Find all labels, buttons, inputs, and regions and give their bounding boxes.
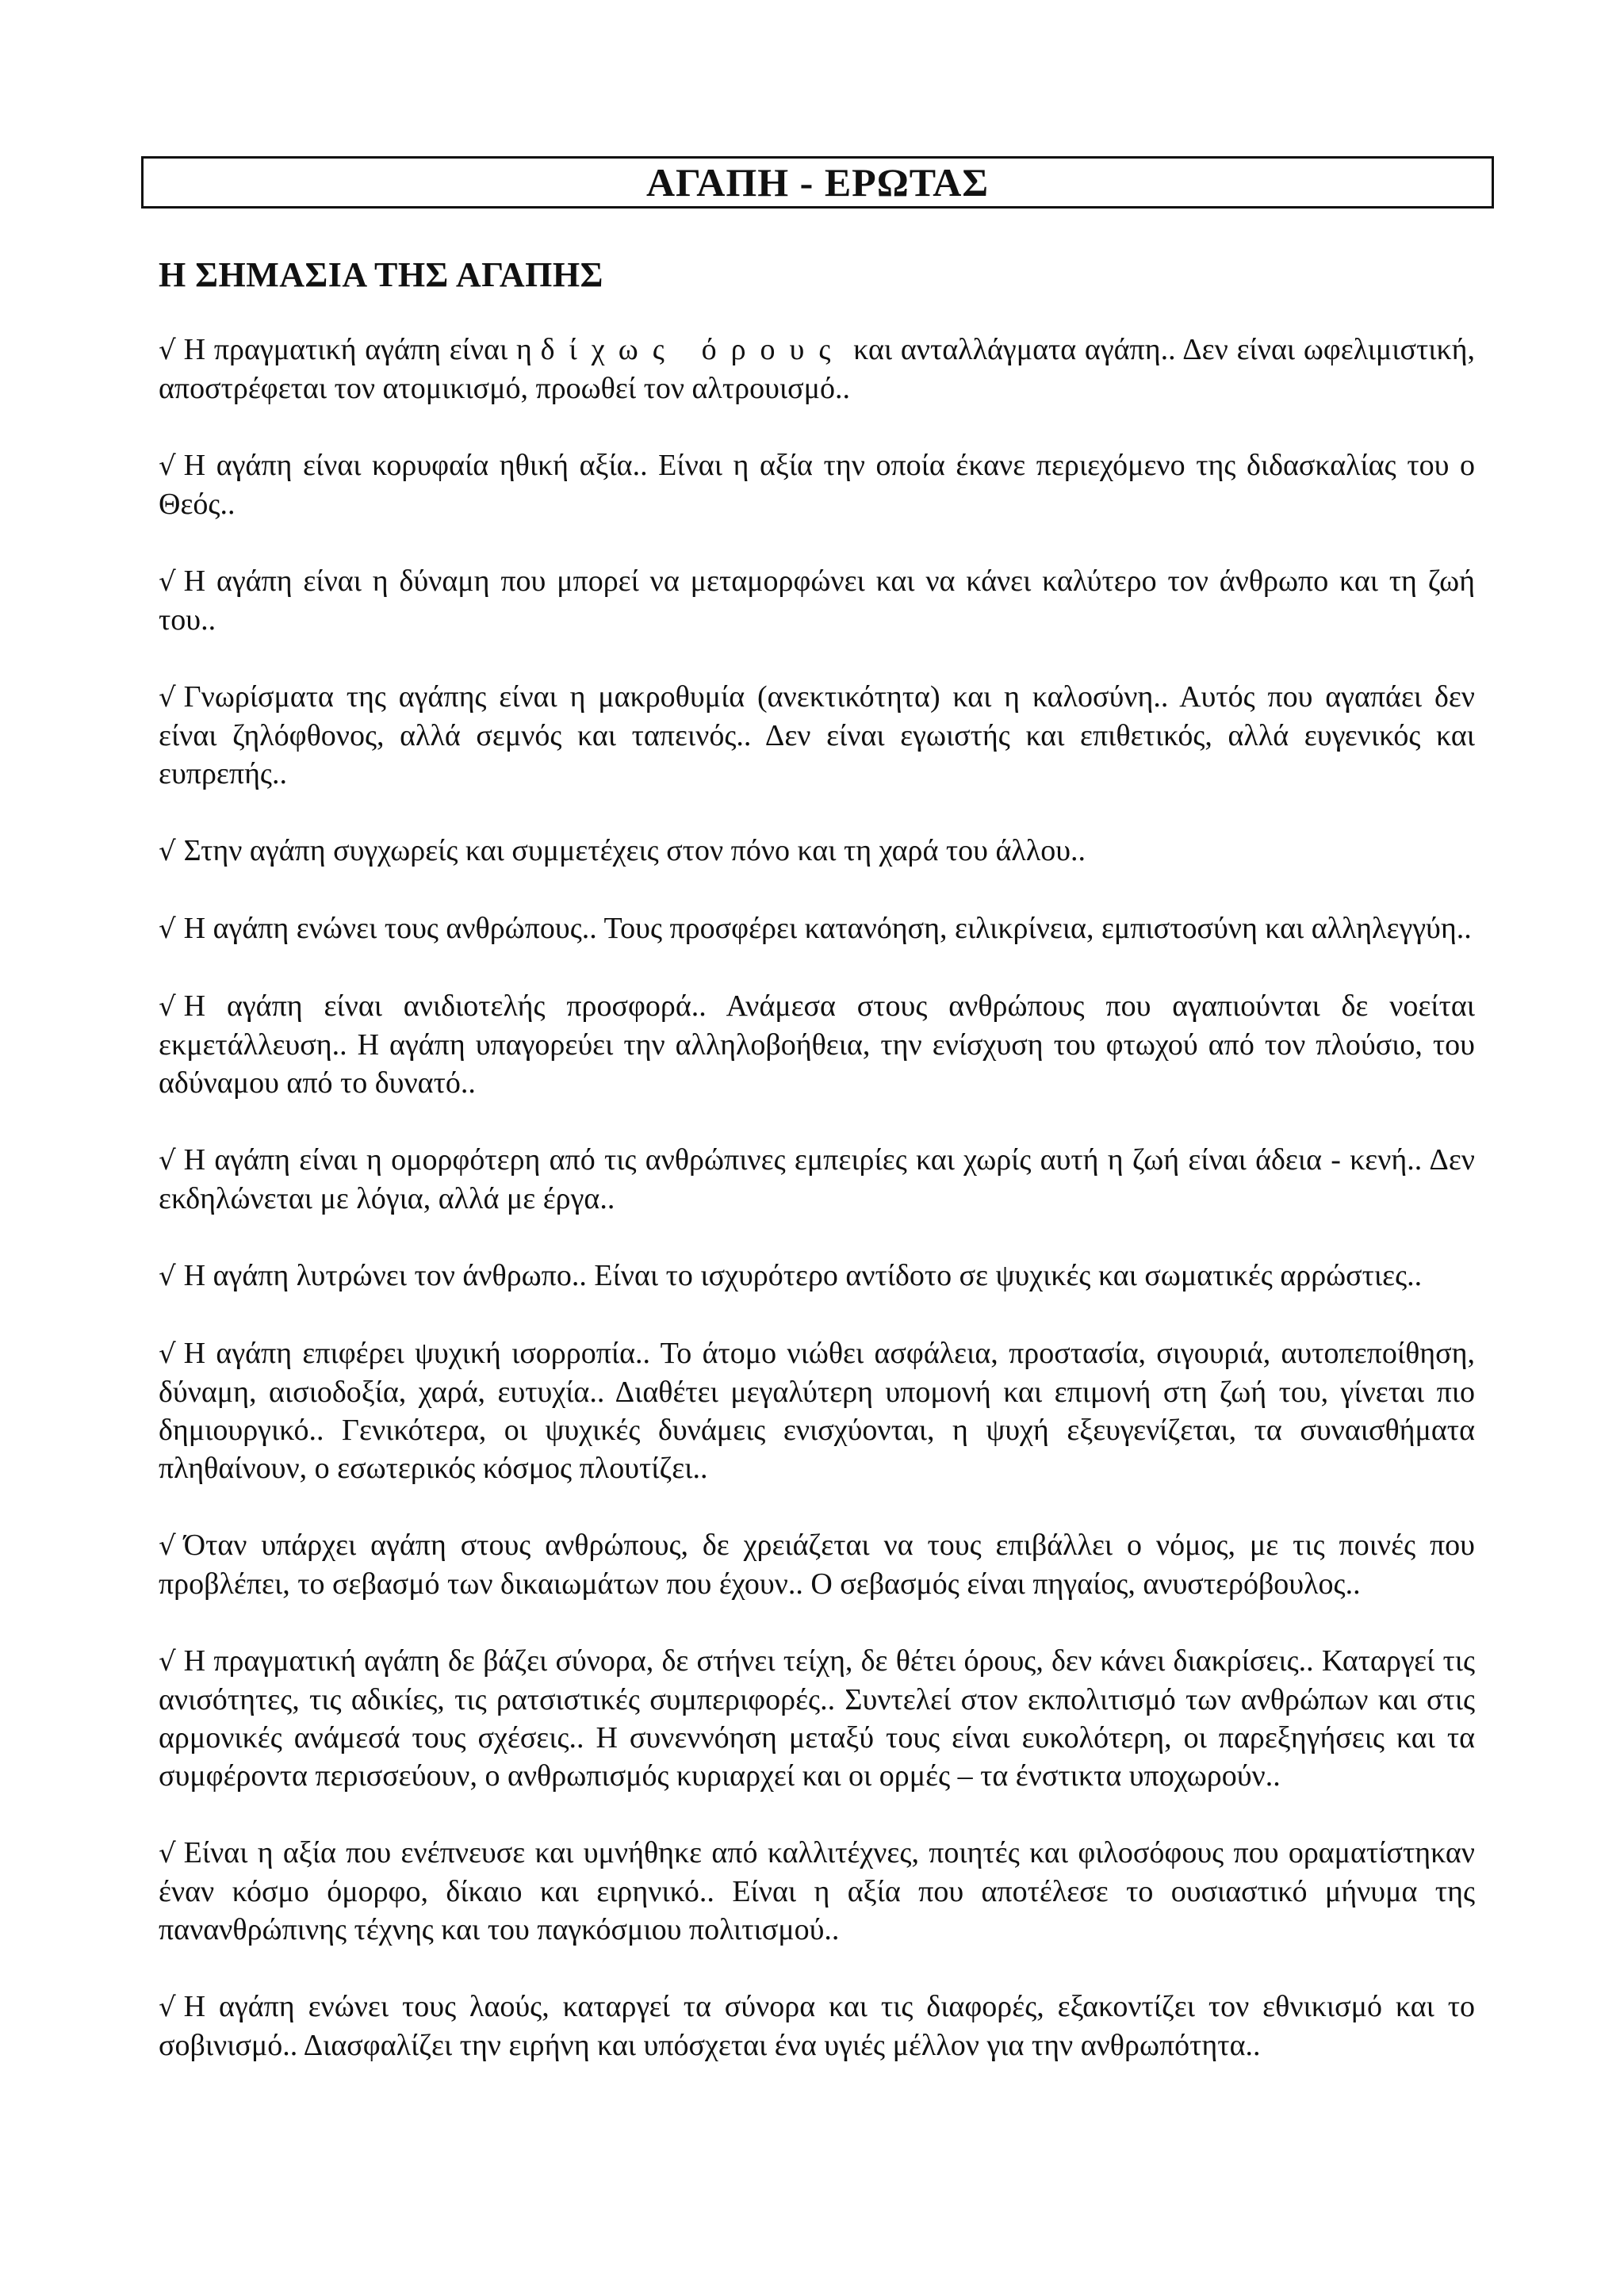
paragraph-text: Η αγάπη είναι η δύναμη που μπορεί να μεταμορφώνει και να κάνει καλύτερο τον άνθρωπο και τη ζωή του.. [159, 564, 1475, 637]
check-mark-icon: √ [159, 682, 176, 714]
paragraph [159, 446, 1475, 523]
paragraph [159, 1834, 1475, 1949]
paragraph [159, 1526, 1475, 1603]
check-mark-icon: √ [159, 1992, 176, 2023]
paragraph-text: Όταν υπάρχει αγάπη στους ανθρώπους, δε χρειάζεται να τους επιβάλλει ο νόμος, με τις ποινές που προβλέπει, το σεβασμό των δικαιωμάτων που έχουν.. Ο σεβασμός είναι πηγαίος, ανυστερόβουλος.. [159, 1529, 1475, 1601]
paragraph [159, 909, 1475, 948]
paragraph [159, 1141, 1475, 1218]
paragraph [159, 1642, 1475, 1795]
title-box [141, 156, 1494, 209]
paragraph-text: Η αγάπη ενώνει τους λαούς, καταργεί τα σύνορα και τις διαφορές, εξακοντίζει τον εθνικισμό και το σοβινισμό.. Διασφαλίζει την ειρήνη και υπόσχεται ένα υγιές μέλλον για την ανθρωπότητα.. [159, 1990, 1475, 2062]
paragraph-text: Η αγάπη είναι ανιδιοτελής προσφορά.. Ανάμεσα στους ανθρώπους που αγαπιούνται δε νοείται εκμετάλλευση.. Η αγάπη υπαγορεύει την αλληλοβοήθεια, την ενίσχυση του φτωχού από τον πλούσιο, του αδύναμου από το δυνατό.. [159, 989, 1475, 1100]
paragraph [159, 678, 1475, 793]
paragraph-text: Η αγάπη λυτρώνει τον άνθρωπο.. Είναι το ισχυρότερο αντίδοτο σε ψυχικές και σωματικές αρρώστιες.. [183, 1259, 1423, 1292]
section-heading: Η ΣΗΜΑΣΙΑ ΤΗΣ ΑΓΑΠΗΣ [159, 255, 603, 294]
paragraph-text: Η αγάπη είναι η ομορφότερη από τις ανθρώπινες εμπειρίες και χωρίς αυτή η ζωή είναι άδεια - κενή.. Δεν εκδηλώνεται με λόγια, αλλά με έργα.. [159, 1143, 1475, 1215]
paragraph-text-after: και ανταλλάγματα αγάπη.. Δεν είναι ωφελιμιστική, αποστρέφεται τον ατομικισμό, προωθεί τον αλτρουισμό.. [159, 333, 1476, 405]
paragraph-text-spaced: δίχως όρους [540, 333, 845, 366]
check-mark-icon: √ [159, 450, 176, 482]
document-title: ΑΓΑΠΗ - ΕΡΩΤΑΣ [645, 160, 990, 205]
paragraph-text: Στην αγάπη συγχωρείς και συμμετέχεις στον πόνο και τη χαρά του άλλου.. [183, 834, 1086, 867]
check-mark-icon: √ [159, 1261, 176, 1292]
check-mark-icon: √ [159, 335, 176, 366]
check-mark-icon: √ [159, 913, 176, 945]
check-mark-icon: √ [159, 1145, 176, 1177]
paragraph-text: Η αγάπη επιφέρει ψυχική ισορροπία.. Το άτομο νιώθει ασφάλεια, προστασία, σιγουριά, αυτοπεποίθηση, δύναμη, αισιοδοξία, χαρά, ευτυχία.. Διαθέτει μεγαλύτερη υπομονή και επιμονή στη ζωή του, γίνεται πιο δημιουργικό.. Γενικότερα, οι ψυχικές δυνάμεις ενισχύονται, η ψυχή εξευγενίζεται, τα συναισθήματα πληθαίνουν, ο εσωτερικός κόσμος πλουτίζει.. [159, 1337, 1475, 1485]
paragraph [159, 832, 1475, 871]
check-mark-icon: √ [159, 1838, 176, 1869]
paragraph [159, 562, 1475, 639]
check-mark-icon: √ [159, 836, 176, 867]
check-mark-icon: √ [159, 1530, 176, 1562]
check-mark-icon: √ [159, 1646, 176, 1678]
paragraph-text-before: Η πραγματική αγάπη είναι η [183, 333, 532, 366]
paragraph-text: Γνωρίσματα της αγάπης είναι η μακροθυμία (ανεκτικότητα) και η καλοσύνη.. Αυτός που αγαπάει δεν είναι ζηλόφθονος, αλλά σεμνός και ταπεινός.. Δεν είναι εγωιστής και επιθετικός, αλλά ευγενικός και ευπρεπής.. [159, 680, 1475, 790]
paragraph-list [159, 331, 1475, 2103]
check-mark-icon: √ [159, 1338, 176, 1370]
paragraph-text: Είναι η αξία που ενέπνευσε και υμνήθηκε από καλλιτέχνες, ποιητές και φιλοσόφους που οραματίστηκαν έναν κόσμο όμορφο, δίκαιο και ειρηνικό.. Είναι η αξία που αποτέλεσε το ουσιαστικό μήνυμα της πανανθρώπινης τέχνης και του παγκόσμιου πολιτισμού.. [159, 1836, 1475, 1946]
paragraph-text: Η αγάπη ενώνει τους ανθρώπους.. Τους προσφέρει κατανόηση, ειλικρίνεια, εμπιστοσύνη και αλληλεγγύη.. [183, 912, 1472, 945]
paragraph [159, 1988, 1475, 2064]
paragraph [159, 1257, 1475, 1295]
check-mark-icon: √ [159, 566, 176, 598]
paragraph [159, 1334, 1475, 1487]
paragraph-text: Η πραγματική αγάπη δε βάζει σύνορα, δε στήνει τείχη, δε θέτει όρους, δεν κάνει διακρίσεις.. Καταργεί τις ανισότητες, τις αδικίες, τις ρατσιστικές συμπεριφορές.. Συντελεί στον εκπολιτισμό των ανθρώπων και στις αρμονικές ανάμεσά τους σχέσεις.. Η συνεννόηση μεταξύ τους είναι ευκολότερη, οι παρεξηγήσεις και τα συμφέροντα περισσεύουν, ο ανθρωπισμός κυριαρχεί και οι ορμές – τα ένστικτα υποχωρούν.. [159, 1644, 1475, 1793]
paragraph [159, 987, 1475, 1102]
check-mark-icon: √ [159, 991, 176, 1023]
paragraph-text: Η αγάπη είναι κορυφαία ηθική αξία.. Είναι η αξία την οποία έκανε περιεχόμενο της διδασκαλίας του ο Θεός.. [159, 449, 1475, 521]
paragraph [159, 331, 1475, 408]
